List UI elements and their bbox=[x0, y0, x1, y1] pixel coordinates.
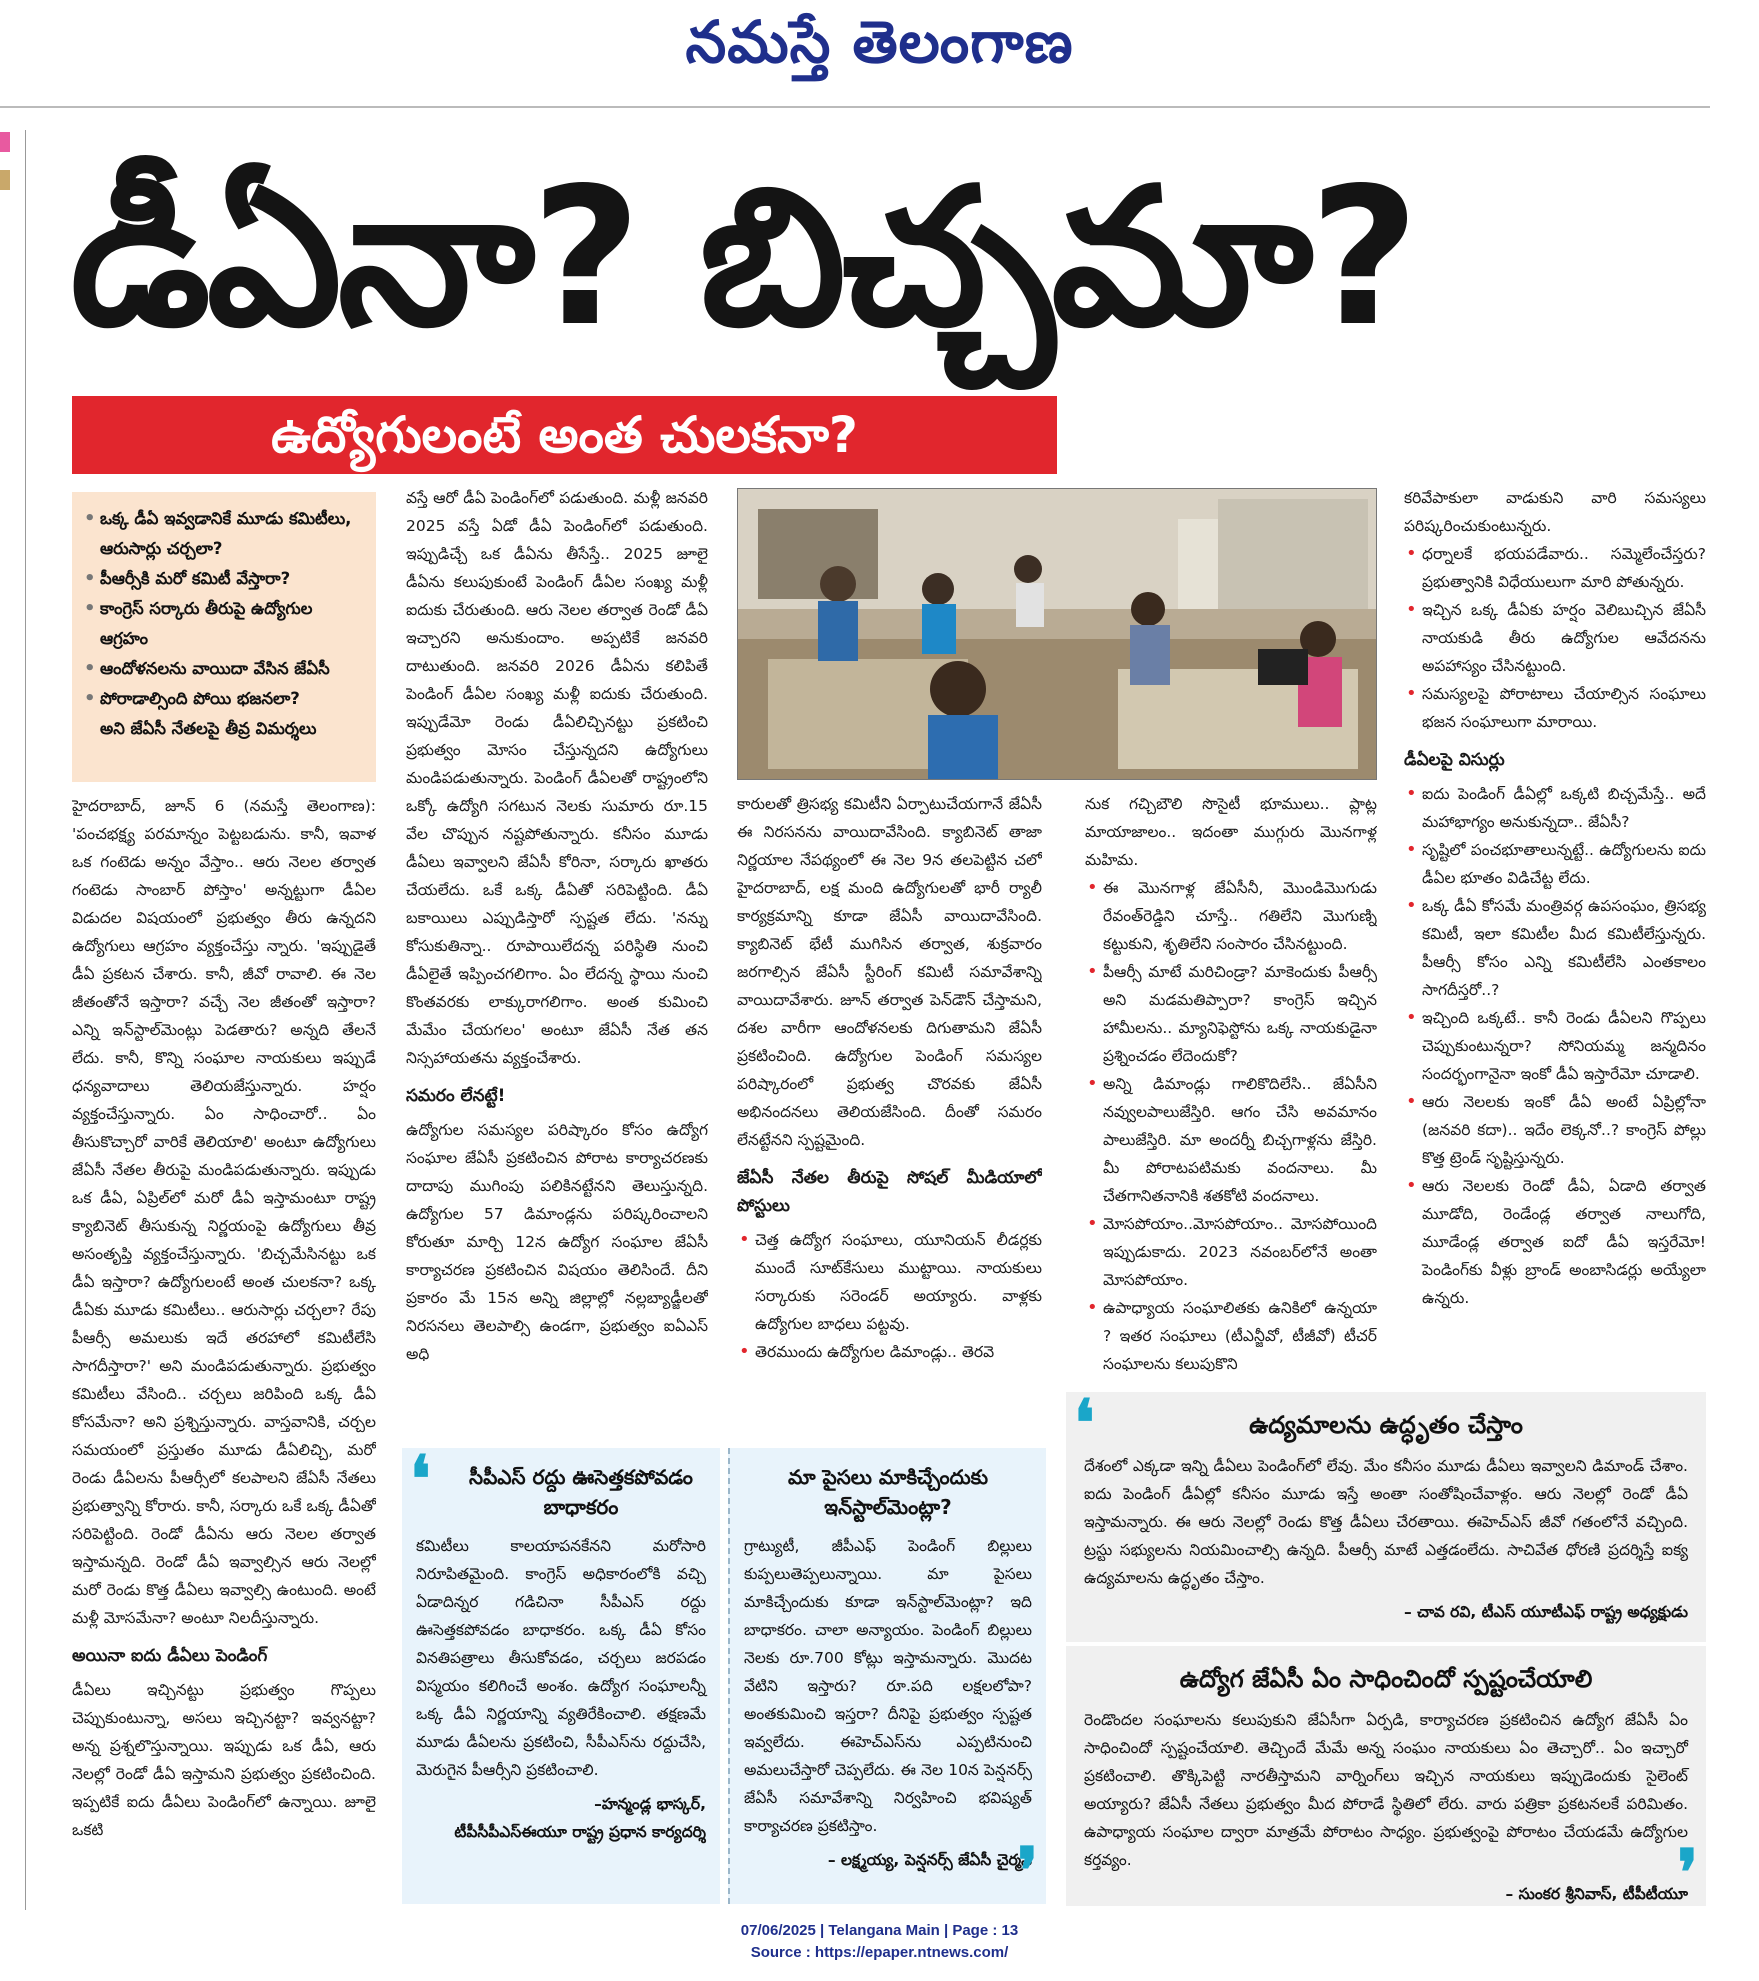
box-body: కమిటీలు కాలయాపనకేనని మరోసారి నిరూపితమైంది. కాంగ్రెస్ అధికారంలోకి వచ్చి ఏడాదిన్నర గడిచినా సీపీఎస్ రద్దు ఊసెత్తకపోవడం బాధాకరం. ఒక్క డీఏ కోసం వినతిపత్రాలు తీసుకోవడం, చర్చలు జరపడం విస్మయం కలిగించే అంశం. ఉద్యోగ సంఘాలన్నీ ఒక్క డీఏ నిర్ణయాన్ని వ్యతిరేకించాలి. తక్షణమే మూడు డీఏలను ప్రకటించి, సీపీఎస్‌ను రద్దుచేసి, మెరుగైన పీఆర్సీని ప్రకటించాలి. bbox=[416, 1537, 706, 1779]
social-posts-list bbox=[1404, 540, 1706, 736]
office-photo bbox=[737, 488, 1377, 780]
article-paragraph: ఉద్యోగుల సమస్యల పరిష్కారం కోసం ఉద్యోగ సంఘాల జేఏసీ ప్రకటించిన పోరాట కార్యాచరణకు దాదాపు ముగింపు పలికినట్టేనని తెలుస్తున్నది. ఉద్యోగుల 57 డిమాండ్లను పరిష్కరించాలని కోరుతూ మార్చి 12న ఉద్యోగ సంఘాల జేఏసీ కార్యాచరణ ప్రకటించిన విషయం తెలిసిందే. దీని ప్రకారం మే 15న అన్ని జిల్లాల్లో నల్లబ్యాడ్జీలతో నిరసనలు తెలపాల్సి ఉండగా, ప్రభుత్వం ఐఏఎస్ అధి bbox=[406, 1121, 708, 1363]
kicker-box bbox=[72, 492, 376, 782]
da-remarks-list bbox=[1404, 780, 1706, 1312]
page-footer bbox=[0, 1920, 1759, 1964]
section-heading: అయినా ఐదు డీఏలు పెండింగ్ bbox=[72, 1646, 268, 1666]
source-link[interactable]: Source : https://epaper.ntnews.com/ bbox=[750, 1944, 1009, 1961]
article-paragraph: హైదరాబాద్, జూన్ 6 (నమస్తే తెలంగాణ): 'పంచభక్ష్య పరమాన్నం పెట్టబడును. కానీ, ఇవాళ ఒక గంటెడు అన్నం వేస్తాం.. ఆరు నెలల తర్వాత గంటెడు సాంబార్ పోస్తాం' అన్నట్టుగా డీఏల విడుదల విషయంలో ప్రభుత్వం తీరు ఉన్నదని ఉద్యోగులు ఆగ్రహం వ్యక్తంచేస్తు న్నారు. 'ఇప్పుడైతే డీఏ ప్రకటన చేశారు. కానీ, జీవో రావాలి. ఈ నెల జీతంతోనే ఇస్తారా? వచ్చే నెల జీతంతో ఇస్తారా? ఎన్ని ఇన్‌స్టాల్‌మెంట్లు పెడతారు? అన్నది తేలనే లేదు. కానీ, కొన్ని సంఘాల నాయకులు ఇప్పుడే ధన్యవాదాలు తెలియజేస్తున్నారు. హర్షం వ్యక్తంచేస్తున్నారు. ఏం సాధించారో.. ఏం తీసుకొచ్చారో వారికే తెలియాలి' అంటూ ఉద్యోగులు జేఏసీ నేతల తీరుపై మండిపడుతున్నారు. ఇప్పుడు ఒక డీఏ, ఏప్రిల్‌లో మరో డీఏ ఇస్తామంటూ రాష్ట్ర క్యాబినెట్ తీసుకున్న నిర్ణయంపై ఉద్యోగులు తీవ్ర అసంతృప్తి వ్యక్తంచేస్తున్నారు. 'బిచ్చమేసినట్టు ఒక డీఏ ఇస్తారా? ఉద్యోగులంటే అంత చులకనా? ఒక్క డీఏకు మూడు కమిటీలు.. ఆరుసార్లు చర్చలా? రేపు పీఆర్సీ అమలుకు ఇదే తరహాలో కమిటీలేసి సాగదీస్తారా?' అని మండిపడుతున్నారు. ప్రభుత్వం కమిటీలు వేసింది.. చర్చలు జరిపింది ఒక్క డీఏ కోసమేనా? అని ప్రశ్నిస్తున్నారు. వాస్తవానికి, చర్చల సమయంలో ప్రస్తుతం మూడు డీఏలిచ్చి, మరో రెండు డీఏలను పీఆర్సీలో కలపాలని జేఏసీ నేతలు ప్రభుత్వాన్ని కోరారు. కానీ, సర్కారు ఒకే ఒక్క డీఏతో సరిపెట్టింది. రెండో డీఏను ఆరు నెలల తర్వాత ఇస్తామన్నది. రెండో డీఏ ఇవ్వాల్సిన ఆరు నెలల్లో మరో రెండు కొత్త డీఏలు ఇవ్వాల్సి ఉంటుంది. అంటే మళ్లీ మోసమేనా? అంటూ నిలదీస్తున్నారు. bbox=[72, 797, 376, 1627]
box-body: రెండొందల సంఘాలను కలుపుకుని జేఏసీగా ఏర్పడి, కార్యాచరణ ప్రకటించిన ఉద్యోగ జేఏసీ ఏం సాధించిందో స్పష్టంచేయాలి. తెచ్చిందే మేమే అన్న సంఘం నాయకులు ఏం తెచ్చారో.. ఏం ఇచ్చారో ప్రకటించాలి. తొక్కిపెట్టి నారతీస్తామని వార్నింగ్‌లు ఇచ్చిన నాయకులు ఇప్పుడెందుకు సైలెంట్ అయ్యారు? జేఏసీ నేతలు ప్రభుత్వం మీద పోరాడే స్థితిలో లేరు. వారు పత్రికా ప్రకటనలకే పరిమితం. ఉపాధ్యాయ సంఘాల ద్వారా మాత్రమే పోరాటం సాధ్యం. ప్రభుత్వంపై పోరాటం చేయడమే ఉద్యోగుల కర్తవ్యం. bbox=[1084, 1711, 1688, 1869]
social-posts-list bbox=[737, 1226, 1042, 1366]
top-rule bbox=[0, 106, 1710, 108]
box-attribution: –హన్మండ్ల భాస్కర్, bbox=[594, 1795, 706, 1813]
list-item: • ఒక్క డీఏ కోసమే మంత్రివర్గ ఉపసంఘం, త్రిసభ్య కమిటీ, ఇలా కమిటీల మీద కమిటీలేస్తున్నరు. పీఆర్సీ కోసం ఎన్ని కమిటీలేసి ఎంతకాలం సాగదీస్తరో..? bbox=[1404, 892, 1706, 1004]
article-paragraph: కారులతో త్రిసభ్య కమిటీని ఏర్పాటుచేయగానే జేఏసీ ఈ నిరసనను వాయిదావేసింది. క్యాబినెట్ తాజా నిర్ణయాల నేపథ్యంలో ఈ నెల 9న తలపెట్టిన చలో హైదరాబాద్, లక్ష మంది ఉద్యోగులతో భారీ ర్యాలీ కార్యక్రమాన్ని కూడా జేఏసీ వాయిదావేసింది. క్యాబినెట్ భేటీ ముగిసిన తర్వాత, శుక్రవారం జరగాల్సిన జేఏసీ స్టీరింగ్ కమిటీ సమావేశాన్ని వాయిదావేశారు. జూన్ తర్వాత పెన్‌డౌన్ చేస్తామని, దశల వారీగా ఆందోళనలకు దిగుతామని జేఏసీ ప్రకటించింది. ఉద్యోగుల పెండింగ్ సమస్యల పరిష్కారంలో ప్రభుత్వ చొరవకు జేఏసీ అభినందనలు తెలియజేసింది. దీంతో సమరం లేనట్టేనని స్పష్టమైంది. bbox=[737, 795, 1042, 1149]
kicker-item: అని జేఏసీ నేతలపై తీవ్ర విమర్శలు bbox=[100, 719, 317, 738]
article-paragraph: వస్తే ఆరో డీఏ పెండింగ్‌లో పడుతుంది. మళ్లీ జనవరి 2025 వస్తే ఏడో డీఏ పెండింగ్‌లో పడుతుంది. ఇప్పుడిచ్చే ఒక డీఏను తీసేస్తే.. 2025 జూలై డీఏను కలుపుకుంటే పెండింగ్ డీఏల సంఖ్య మళ్లీ ఐదుకు చేరుతుంది. ఆరు నెలల తర్వాత రెండో డీఏ ఇచ్చారని అనుకుందాం. అప్పటికే జనవరి దాటుతుంది. జనవరి 2026 డీఏను కలిపితే పెండింగ్ డీఏల సంఖ్య మళ్లీ ఐదుకు చేరుతుంది. ఇప్పుడేమో రెండు డీఏలిచ్చినట్టు ప్రకటించి ప్రభుత్వం మోసం చేస్తున్నదని ఉద్యోగులు మండిపడుతున్నారు. పెండింగ్ డీఏలతో రాష్ట్రంలోని ఒక్కో ఉద్యోగి సగటున నెలకు సుమారు రూ.15 వేల చొప్పున నష్టపోతున్నారు. కనీసం మూడు డీఏలు ఇవ్వాలని జేఏసీ కోరినా, సర్కారు ఖాతరు చేయలేదు. ఒకే ఒక్క డీఏతో సరిపెట్టింది. డీఏ బకాయిలు ఎప్పుడిస్తారో స్పష్టత లేదు. 'నన్ను కోసుకుతిన్నా.. రూపాయిలేదన్న పరిస్థితి నుంచి డీఏలైతే ఇప్పించగలిగాం. ఏం లేదన్న స్థాయి నుంచి కొంతవరకు లాక్కురాగలిగాం. అంత కుమించి మేమేం చేయగలం' అంటూ జేఏసీ నేత తన నిస్సహాయతను వ్యక్తంచేశారు. bbox=[406, 489, 708, 1067]
box-attribution: – లక్ష్మయ్య, పెన్షనర్స్ జేఏసీ చైర్మన్ bbox=[827, 1851, 1032, 1869]
list-item: • ధర్నాలకే భయపడేవారు.. సమ్మెలేంచేస్తరు? ప్రభుత్వానికి విధేయులుగా మారి పోతున్నరు. bbox=[1404, 540, 1706, 596]
quote-mark-icon: ❛ bbox=[1074, 1386, 1095, 1461]
list-item: • సమస్యలపై పోరాటాలు చేయాల్సిన సంఘాలు భజన సంఘాలుగా మారాయి. bbox=[1404, 680, 1706, 736]
article-column-1 bbox=[72, 792, 376, 1892]
quote-mark-icon: ❛ bbox=[410, 1442, 431, 1517]
adjacent-page-edge bbox=[0, 130, 26, 1910]
quote-box-movements bbox=[1066, 1386, 1706, 1642]
edge-color-chip bbox=[0, 132, 10, 152]
subheadline-banner: ఉద్యోగులంటే అంత చులకనా? bbox=[72, 396, 1057, 474]
box-attribution: – సుంకర శ్రీనివాస్, టీపీటీయూ bbox=[1505, 1885, 1688, 1903]
list-item: • చెత్త ఉద్యోగ సంఘాలు, యూనియన్ లీడర్లకు ముందే సూట్‌కేసులు ముట్టాయి. నాయకులు సర్కారుకు సరెండర్ అయ్యారు. వాళ్లకు ఉద్యోగుల బాధలు పట్టవు. bbox=[737, 1226, 1042, 1338]
box-title: ఉద్యోగ జేఏసీ ఏం సాధించిందో స్పష్టంచేయాలి bbox=[1179, 1665, 1593, 1693]
box-attribution: టీపీసీపీఎస్ఈయూ రాష్ట్ర ప్రధాన కార్యదర్శి bbox=[454, 1823, 706, 1841]
list-item: • ఇచ్చిన ఒక్క డీఏకు హర్షం వెలిబుచ్చిన జేఏసీ నాయకుడి తీరు ఉద్యోగుల ఆవేదనను అపహాస్యం చేసినట్టుంది. bbox=[1404, 596, 1706, 680]
masthead-logo: నమస్తే తెలంగాణ bbox=[685, 8, 1074, 76]
quote-box-jac bbox=[1066, 1646, 1706, 1911]
quote-box-cps bbox=[402, 1442, 720, 1904]
article-paragraph: నుక గచ్చిబౌలి సొసైటీ భూములు.. ప్లాట్ల మాయాజాలం.. ఇదంతా ముగ్గురు మొనగాళ్ల మహిమ. bbox=[1085, 795, 1377, 869]
article-paragraph: కరివేపాకులా వాడుకుని వారి సమస్యలు పరిష్కరించుకుంటున్నరు. bbox=[1404, 489, 1706, 535]
box-title: ఉద్యమాలను ఉద్ధృతం చేస్తాం bbox=[1249, 1411, 1523, 1439]
list-item: • ఇచ్చింది ఒక్కటే.. కానీ రెండు డీఏలని గొప్పలు చెప్పుకుంటున్నరా? సోనియమ్మ జన్మదినం సందర్భంగానైనా ఇంకో డీఏ ఇస్తారేమో చూడాలి. bbox=[1404, 1004, 1706, 1088]
office-photo-illustration bbox=[738, 489, 1377, 780]
list-item: • సృష్టిలో పంచభూతాలున్నట్టే.. ఉద్యోగులను ఐదు డీఏల భూతం విడిచేట్ట లేదు. bbox=[1404, 836, 1706, 892]
article-column-4 bbox=[1085, 790, 1377, 1410]
article-column-5 bbox=[1404, 484, 1706, 1384]
box-body: దేశంలో ఎక్కడా ఇన్ని డీఏలు పెండింగ్‌లో లేవు. మేం కనీసం మూడు డీఏలు ఇవ్వాలని డిమాండ్ చేశాం. ఐదు పెండింగ్ డీఏల్లో కనీసం మూడు ఇస్తే అంతా సంతోషించేవాళ్లం. ఆరు నెలల్లో రెండో డీఏ ఇస్తామన్నారు. ఈ ఆరు నెలల్లో రెండు కొత్త డీఏలు చేరతాయి. ఈహెచ్‌ఎస్ జీవో గతంలోనే వచ్చింది. ట్రస్టు సభ్యులను నియమించాల్సి ఉన్నది. పీఆర్సీ మాటే ఎత్తడంలేదు. సాచివేత ధోరణి ప్రదర్శిస్తే ఐక్య ఉద్యమాలను ఉద్ధృతం చేస్తాం. bbox=[1084, 1457, 1688, 1587]
list-item: • ఆరు నెలలకు ఇంకో డీఏ అంటే ఏప్రిల్లోనా (జనవరి కదా).. ఇదేం లెక్కనో..? కాంగ్రెస్ పోల్లు కొత్త ట్రెండ్ సృష్టిస్తున్నరు. bbox=[1404, 1088, 1706, 1172]
kicker-item: • కాంగ్రెస్ సర్కారు తీరుపై ఉద్యోగుల ఆగ్రహం bbox=[82, 594, 366, 654]
list-item: • మోసపోయాం..మోసపోయాం.. మోసపోయింది ఇప్పుడుకాదు. 2023 నవంబర్‌లోనే అంతా మోసపోయాం. bbox=[1085, 1210, 1377, 1294]
section-heading: డీఏలపై విసుర్లు bbox=[1404, 750, 1505, 770]
article-column-3 bbox=[737, 790, 1042, 1422]
box-title: సీపీఎస్ రద్దు ఊసెత్తకపోవడం బాధాకరం bbox=[469, 1465, 693, 1519]
list-item: • ఈ మొనగాళ్ల జేఏసీనీ, మొండిమొగుడు రేవంత్‌రెడ్డిని చూస్తే.. గతిలేని మొగుణ్ని కట్టుకుని, శృతిలేని సంసారం చేసినట్టుంది. bbox=[1085, 874, 1377, 958]
quote-mark-icon: ❜ bbox=[1677, 1836, 1698, 1911]
article-column-2 bbox=[406, 484, 708, 1414]
list-item: • ఐదు పెండింగ్ డీఏల్లో ఒక్కటి బిచ్చమేస్తే.. అదే మహాభాగ్యం అనుకున్నదా.. జేఏసీ? bbox=[1404, 780, 1706, 836]
main-headline: డీఏనా? బిచ్చమా? bbox=[70, 147, 1416, 368]
box-body: గ్రాట్యుటీ, జీపీఎఫ్ పెండింగ్ బిల్లులు కుప్పలుతెప్పలున్నాయి. మా పైసలు మాకిచ్చేందుకు కూడా ఇన్‌స్టాల్‌మెంట్లా? ఇది బాధాకరం. చాలా అన్యాయం. పెండింగ్ బిల్లులు నెలకు రూ.700 కోట్లు ఇస్తామన్నారు. మొదట వేటిని ఇస్తారు? రూ.పది లక్షలలోపా? అంతకుమించి ఇస్తరా? దీనిపై ప్రభుత్వం స్పష్టత ఇవ్వలేదు. ఈహెచ్‌ఎస్‌ను ఎప్పటినుంచి అమలుచేస్తారో చెప్పలేదు. ఈ నెల 10న పెన్షనర్స్ జేఏసీ సమావేశాన్ని నిర్వహించి భవిష్యత్ కార్యాచరణ ప్రకటిస్తాం. bbox=[744, 1537, 1032, 1835]
list-item: • ఉపాధ్యాయ సంఘాలితకు ఉనికిలో ఉన్నయా ? ఇతర సంఘాలు (టీఎన్జీవో, టీజీవో) టీచర్ సంఘాలను కలుపుకొని bbox=[1085, 1294, 1377, 1378]
box-attribution: – చావ రవి, టీఎస్ యూటీఎఫ్ రాష్ట్ర అధ్యక్షుడు bbox=[1403, 1603, 1688, 1621]
article-paragraph: డీఏలు ఇచ్చినట్టు ప్రభుత్వం గొప్పలు చెప్పుకుంటున్నా, అసలు ఇచ్చినట్టా? ఇవ్వనట్టా? అన్న ప్రశ్నలొస్తున్నాయి. ఇప్పుడు ఒక డీఏ, ఆరు నెలల్లో రెండో డీఏ ఇస్తామని ప్రభుత్వం ప్రకటించింది. ఇప్పటికే ఐదు డీఏలు పెండింగ్‌లో ఉన్నాయి. జూలై ఒకటి bbox=[72, 1681, 376, 1839]
kicker-item: • పీఆర్సీకి మరో కమిటీ వేస్తారా? bbox=[82, 564, 366, 594]
section-heading: సమరం లేనట్టే! bbox=[406, 1086, 506, 1106]
list-item: • అన్ని డిమాండ్లు గాలికొదిలేసి.. జేఏసీని నవ్వులపాలుజేస్తిరి. ఆగం చేసి అవమానం పాలుజేస్తిరి. మా అందర్నీ బిచ్చగాళ్లను జేస్తిరి. మీ పోరాటపటిమకు వందనాలు. మీ చేతగానితనానికి శతకోటి వందనాలు. bbox=[1085, 1070, 1377, 1210]
edition-info: 07/06/2025 | Telangana Main | Page : 13 bbox=[740, 1922, 1019, 1939]
list-item: • ఆరు నెలలకు రెండో డీఏ, ఏడాది తర్వాత మూడోది, రెండేండ్ల తర్వాత నాలుగోది, మూడేండ్ల తర్వాత ఐదో డీఏ ఇస్తరేమో! పెండింగ్‌కు వీళ్లు బ్రాండ్ అంబాసిడర్లు అయ్యేలా ఉన్నరు. bbox=[1404, 1172, 1706, 1312]
quote-box-instalment bbox=[728, 1448, 1046, 1909]
list-item: • తెరముందు ఉద్యోగుల డిమాండ్లు.. తెరవె bbox=[737, 1338, 1042, 1366]
kicker-item: • ఒక్క డీఏ ఇవ్వడానికే మూడు కమిటీలు, ఆరుసార్లు చర్చలా? bbox=[82, 504, 366, 564]
quote-mark-icon: ❜ bbox=[1017, 1834, 1038, 1909]
box-title: మా పైసలు మాకిచ్చేందుకు ఇన్‌స్టాల్‌మెంట్లా? bbox=[788, 1465, 988, 1519]
edge-color-chip bbox=[0, 170, 10, 190]
social-posts-list bbox=[1085, 874, 1377, 1378]
section-heading: జేఏసీ నేతల తీరుపై సోషల్ మీడియాలో పోస్టులు bbox=[737, 1168, 1042, 1216]
kicker-item: • పోరాడాల్సింది పోయి భజనలా? bbox=[82, 684, 366, 714]
kicker-item: • ఆందోళనలను వాయిదా వేసిన జేఏసీ bbox=[82, 654, 366, 684]
list-item: • పీఆర్సీ మాటే మరిచిండ్రా? మాకెందుకు పీఆర్సీ అని మడమతిప్పారా? కాంగ్రెస్ ఇచ్చిన హామీలను.. మ్యానిఫెస్టోను ఒక్క నాయకుడైనా ప్రశ్నించడం లేదెందుకో? bbox=[1085, 958, 1377, 1070]
